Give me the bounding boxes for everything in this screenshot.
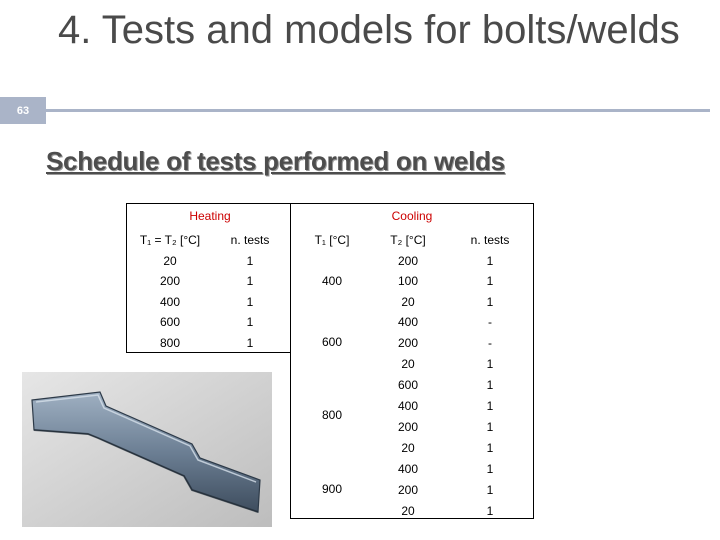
cooling-t1-cell: 600 [321,335,343,349]
cooling-t2-cell: 400 [397,462,419,476]
cooling-col-ntests: n. tests [470,233,510,247]
heating-temp-cell: 400 [159,295,181,309]
cooling-col-t2: T₂ [°C] [390,233,426,247]
heating-bottom-line [126,352,290,353]
heating-n-cell: 1 [246,336,254,350]
cooling-n-cell: - [488,315,492,329]
cooling-n-cell: 1 [486,254,494,268]
cooling-t2-cell: 200 [397,254,419,268]
slide-subtitle: Schedule of tests performed on welds [46,146,505,176]
cooling-n-cell: 1 [486,378,494,392]
table-top-line [126,203,534,204]
heating-temp-cell: 800 [159,336,181,350]
cooling-col-t1: T₁ [°C] [314,233,350,247]
heating-n-cell: 1 [246,315,254,329]
heating-header: Heating [189,209,231,223]
title-divider [46,109,710,112]
cooling-t2-cell: 400 [397,315,419,329]
cooling-n-cell: 1 [486,357,494,371]
cooling-n-cell: 1 [486,504,494,518]
cooling-t2-cell: 200 [397,483,419,497]
cooling-n-cell: 1 [486,483,494,497]
cooling-t2-cell: 200 [397,420,419,434]
cooling-t2-cell: 20 [401,295,415,309]
cooling-header: Cooling [391,209,433,223]
cooling-n-cell: 1 [486,399,494,413]
slide-number: 63 [0,97,46,124]
heating-col-temp: T₁ = T₂ [°C] [139,233,201,247]
cooling-right-line [533,203,534,519]
heating-n-cell: 1 [246,295,254,309]
cooling-n-cell: 1 [486,441,494,455]
heating-col-ntests: n. tests [230,233,270,247]
weld-specimen-photo [22,372,272,527]
cooling-t1-cell: 400 [321,274,343,288]
cooling-t2-cell: 100 [397,274,419,288]
cooling-n-cell: 1 [486,295,494,309]
cooling-t2-cell: 600 [397,378,419,392]
cooling-t2-cell: 20 [401,441,415,455]
cooling-t2-cell: 20 [401,504,415,518]
heating-temp-cell: 20 [163,254,177,268]
cooling-t2-cell: 400 [397,399,419,413]
slide-title: 4. Tests and models for bolts/welds [58,8,680,52]
cooling-t1-cell: 900 [321,482,343,496]
heating-temp-cell: 600 [159,315,181,329]
cooling-t2-cell: 200 [397,336,419,350]
heating-n-cell: 1 [246,254,254,268]
cooling-t1-cell: 800 [321,408,343,422]
cooling-n-cell: - [488,336,492,350]
cooling-t2-cell: 20 [401,357,415,371]
cooling-n-cell: 1 [486,420,494,434]
cooling-bottom-line [290,518,534,519]
heating-n-cell: 1 [246,274,254,288]
cooling-n-cell: 1 [486,274,494,288]
cooling-left-line [290,203,291,519]
heating-temp-cell: 200 [159,274,181,288]
cooling-n-cell: 1 [486,462,494,476]
